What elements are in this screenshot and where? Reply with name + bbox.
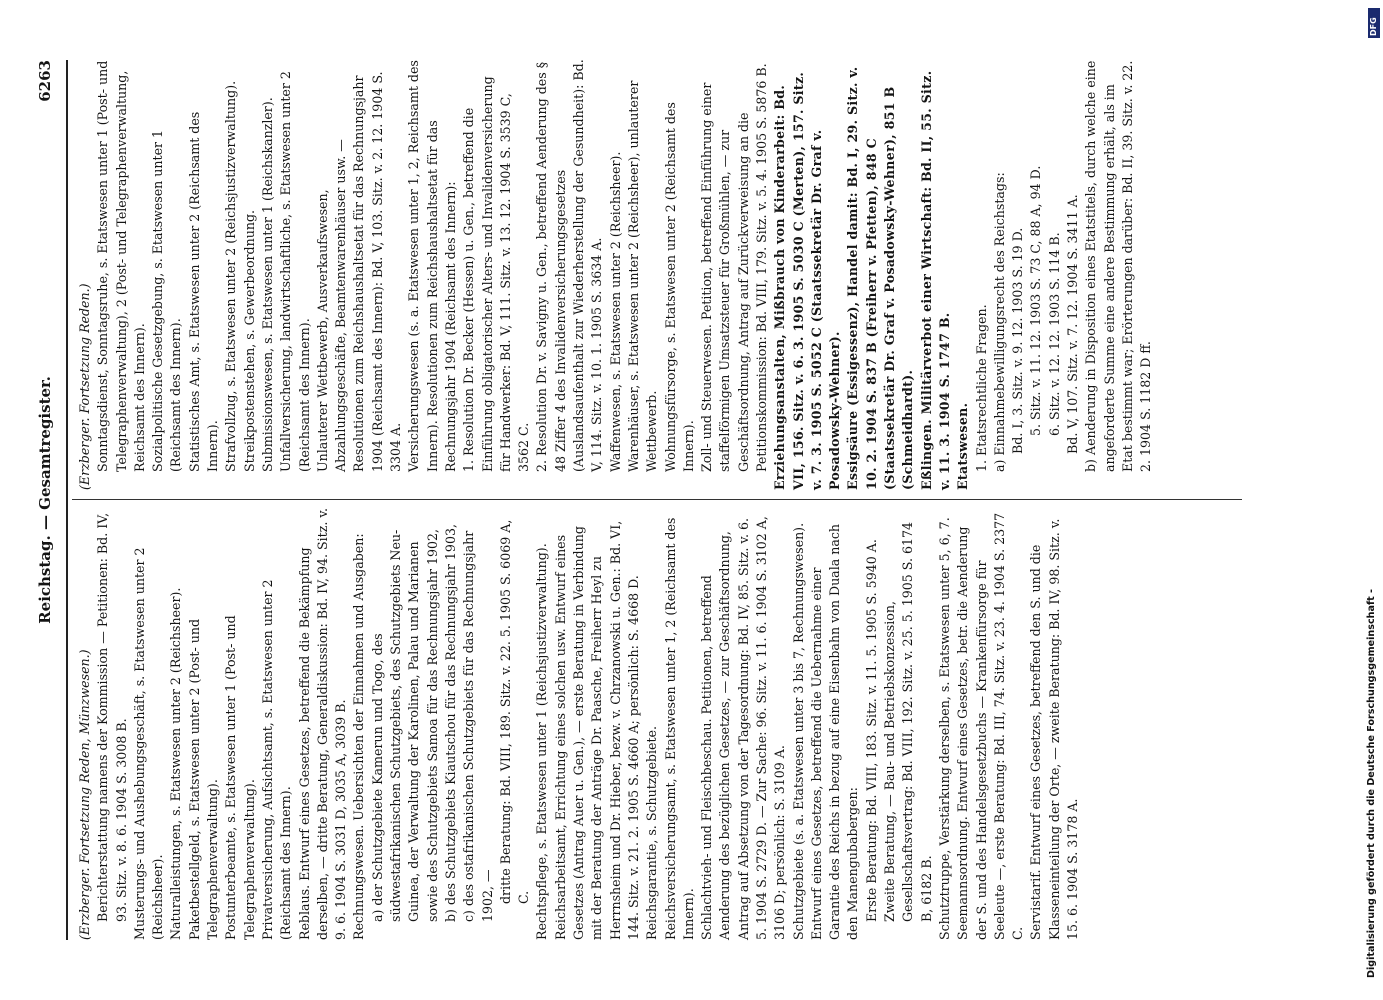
index-subentry: 1. Etatsrechtliche Fragen. [973,304,989,472]
digitization-note-text: Digitalisierung gefördert durch die Deutsche Forschungsgemeinschaft - [1366,588,1377,978]
index-subentry: b) Aenderung in Disposition eines Etatstitels, durch welche eine angeforderte Summe eine andere Bestimmung erhält, als im Etat bestimmt war; Erörterungen darüber: Bd. II, 39. Sitz. v. 22. 2. 1904 S. 1182 D ff. [1083,60,1154,472]
index-subentry: b) des Schutzgebiets Kiautschou für das Rechnungsjahr 1903, [442,524,458,922]
index-entry: Rechtspflege, s. Etatswesen unter 1 (Reichsjustizverwaltung). [534,543,550,940]
index-entry: Sonntagsdienst, Sonntagsruhe, s. Etatswesen unter 1 (Post- und Telegraphenverwaltung), 2 (Post- und Telegraphenverwaltung, Reichsamt des Innern). [95,60,147,472]
index-entry: Sozialpolitische Gesetzgebung, s. Etatswesen unter 1 (Reichsamt des Innern). [150,129,184,472]
index-heading: Etatswesen. [955,402,971,490]
index-entry: Strafvollzug, s. Etatswesen unter 2 (Reichsjustizverwaltung). [223,80,239,472]
index-subentry: 1. Resolution Dr. Becker (Hessen) u. Gen., betreffend die Einführung obligatorischer Alters- und Invalidenversicherung für Handwerker: Bd. V, 111. Sitz. v. 13. 12. 1904 S. 3539 C, 3562 C. [461,76,532,472]
index-entry: Schutztruppe, Verstärkung derselben, s. Etatswesen unter 5, 6, 7. [936,517,952,940]
index-subentry: a) Einnahmebewilligungsrecht des Reichstags: [991,172,1007,472]
left-column [76,508,1082,940]
index-entry: Reichsgarantie, s. Schutzgebiete. [644,726,660,940]
index-entry: Servistarif. Entwurf eines Gesetzes, betreffend den S. und die Klasseneinteilung der Orte, — zweite Beratung: Bd. IV, 98. Sitz. v. 15. 6. 1904 S. 3178 A. [1028,518,1081,940]
index-entry: Streikpostenstehen, s. Gewerbeordnung. [241,209,257,472]
index-subentry: Erste Beratung: Bd. VIII, 183. Sitz. v. 11. 5. 1905 S. 5940 A. [863,539,879,922]
index-entry: Seemannsordnung. Entwurf eines Gesetzes, betr. die Aenderung der S. und des Handelsgesetzbuchs — Krankenfürsorge für Seeleute —, erste Beratung: Bd. III, 74. Sitz. v. 23. 4. 1904 S. 2377 C. [955,512,1026,940]
index-entry: Submissionswesen, s. Etatswesen unter 1 (Reichskanzler). [259,97,275,472]
index-entry: Unlauterer Wettbewerb, Ausverkaufswesen, Abzahlungsgeschäfte, Beamtenwarenhäuser usw. — Resolutionen zum Reichshaushaltsetat für das Rechnungsjahr 1904 (Reichsamt des Innern): Bd. V, 103. Sitz. v. 2. 12. 1904 S. 3304 A. [314,71,404,472]
index-heading: Erziehungsanstalten, Mißbrauch von Kinderarbeit: Bd. VII, 156. Sitz. v. 6. 3. 1905 S. 5030 C (Merten), 157. Sitz. v. 7. 3. 1905 S. 5052 C (Staatssekretär Dr. Graf v. Posadowsky-Wehner). [772,71,843,490]
digitization-note [1366,18,1382,998]
index-entry: Waffenwesen, s. Etatswesen unter 2 (Reichsheer). [607,151,623,472]
index-subentry: a) der Schutzgebiete Kamerun und Togo, des südwestafrikanischen Schutzgebiets, des Schutzgebiets Neu-Guinea, der Verwaltung der Karolinen, Palau und Marianen sowie des Schutzgebiets Samoa für das Rechnungsjahr 1902, [369,528,440,922]
index-entry: Paketbestellgeld, s. Etatswesen unter 2 (Post- und Telegraphenverwaltung). [186,618,221,940]
index-entry: Naturalleistungen, s. Etatswesen unter 2 (Reichsheer). [168,587,184,940]
index-entry: Wohnungsfürsorge, s. Etatswesen unter 2 (Reichsamt des Innern). [662,102,696,472]
index-entry: Privatversicherung, Aufsichtsamt, s. Etatswesen unter 2 (Reichsamt des Innern). [259,579,294,940]
index-subentry: 2. Resolution Dr. v. Savigny u. Gen., betreffend Aenderung des § 48 Ziffer 4 des Invalidenversicherungsgesetzes (Auslandsaufenthalt zur Wiederherstellung der Gesundheit): Bd. V, 114. Sitz. v. 10. 1. 1905 S. 3634 A. [534,59,605,472]
index-entry: Schutzgebiete (s. a. Etatswesen unter 3 bis 7, Rechnungswesen). Entwurf eines Gesetzes, betreffend die Uebernahme einer Garantie des Reichs in bezug auf eine Eisenbahn von Duala nach den Manengubabergen: [790,522,861,940]
index-subentry: c) des ostafrikanischen Schutzgebiets für das Rechnungsjahr 1902, — [461,530,495,922]
index-entry: Unfallversicherung, landwirtschaftliche, s. Etatswesen unter 2 (Reichsamt des Innern). [278,71,312,472]
index-subentry: Zweite Beratung, — Bau- und Betriebskonzession, Gesellschaftsvertrag: Bd. VIII, 192. Sitz. v. 25. 5. 1905 S. 6174 B, 6182 B. [882,521,934,922]
index-citation: Bd. I, 3. Sitz. v. 9. 12. 1903 S. 19 D. [1010,227,1026,454]
index-entry: Reichsversicherungsamt, s. Etatswesen unter 1, 2 (Reichsamt des Innern). [662,517,696,940]
index-heading: Essigsäure (Essigessenz), Handel damit: Bd. I, 29. Sitz. v. 10. 2. 1904 S. 837 B (Freiherr v. Pfetten), 848 C (Staatssekretär Dr. Graf v. Posadowsky-Wehner), 851 B (Schmeidhardt). [845,66,916,490]
header-title: Reichstag. — Gesamtregister. [36,376,54,624]
index-entry: Musterungs- und Aushebungsgeschäft, s. Etatswesen unter 2 (Reichsheer). [131,547,166,940]
continuation-heading: (Erzberger. Fortsetzung Reden, Münzwesen.) [77,649,92,940]
index-subentry: dritte Beratung: Bd. VIII, 189. Sitz. v. 22. 5. 1905 S. 6069 A, C. [497,519,532,904]
header-rule [66,60,68,940]
dfg-logo-text: DFG [1369,17,1378,36]
index-entry: Postunterbeamte, s. Etatswesen unter 1 (Post- und Telegraphenverwaltung). [223,615,257,940]
index-heading: Eßlingen. Militärverbot einer Wirtschaft: Bd. II, 55. Sitz. v. 11. 3. 1904 S. 1747 B. [918,70,952,490]
index-entry: Warenhäuser, s. Etatswesen unter 2 (Reichsheer), unlauterer Wettbewerb. [625,80,660,472]
index-entry: Rechnungswesen. Uebersichten der Einnahmen und Ausgaben: [351,533,367,940]
index-citation: 5. Sitz. v. 11. 12. 1903 S. 73 C, 88 A, 94 D. [1028,165,1044,436]
index-entry: Schlachtvieh- und Fleischbeschau. Petitionen, betreffend Aenderung des bezüglichen Gesetzes, — zur Geschäftsordnung, Antrag auf Absetzung von der Tagesordnung: Bd. IV, 85. Sitz. v. 6. 5. 1904 S. 2729 D. — Zur Sache: 96. Sitz. v. 11. 6. 1904 S. 3102 A, 3106 D; persönlich: S. 3109 A. [699,516,788,940]
index-entry: Versicherungswesen (s. a. Etatswesen unter 1, 2, Reichsamt des Innern). Resolutionen zum Reichshaushaltsetat für das Rechnungsjahr 1904 (Reichsamt des Innern): [406,60,458,472]
index-entry: Zoll- und Steuerwesen. Petition, betreffend Einführung einer staffelförmigen Umsatzsteuer für Großmühlen, — zur Geschäftsordnung, Antrag auf Zurückverweisung an die Petitionskommission: Bd. VIII, 179. Sitz. v. 5. 4. 1905 S. 5876 B. [699,63,769,472]
continuation-heading: (Erzberger. Fortsetzung Reden.) [77,283,92,490]
index-entry: Berichterstattung namens der Kommission — Petitionen: Bd. IV, 93. Sitz. v. 8. 6. 1904 S. 3008 B. [95,512,129,922]
index-entry: Reblaus. Entwurf eines Gesetzes, betreffend die Bekämpfung derselben, — dritte Beratung, Generaldiskussion: Bd. IV, 94. Sitz. v. 9. 6. 1904 S. 3031 D, 3035 A, 3039 B. [296,507,349,940]
index-entry: Reichsarbeitsamt, Errichtung eines solchen usw. Entwurf eines Gesetzes (Antrag Auer u. Gen.), — erste Beratung in Verbindung mit der Beratung der Anträge Dr. Paasche, Freiherr Heyl zu Herrnsheim und Dr. Hieber, bezw. v. Chrzanowski u. Gen.: Bd. VI, 144. Sitz. v. 21. 2. 1905 S. 4660 A; persönlich: S. 4668 D. [552,520,641,940]
page-number: 6263 [36,60,54,102]
index-citation: Bd. V, 107. Sitz. v. 7. 12. 1904 S. 3411 A. [1065,194,1081,454]
column-divider [72,499,1242,500]
right-column [76,58,1156,490]
index-entry: Statistisches Amt, s. Etatswesen unter 2 (Reichsamt des Innern). [186,111,221,472]
index-citation: 6. Sitz. v. 12. 12. 1903 S. 114 B. [1046,232,1062,436]
running-header [36,60,62,940]
